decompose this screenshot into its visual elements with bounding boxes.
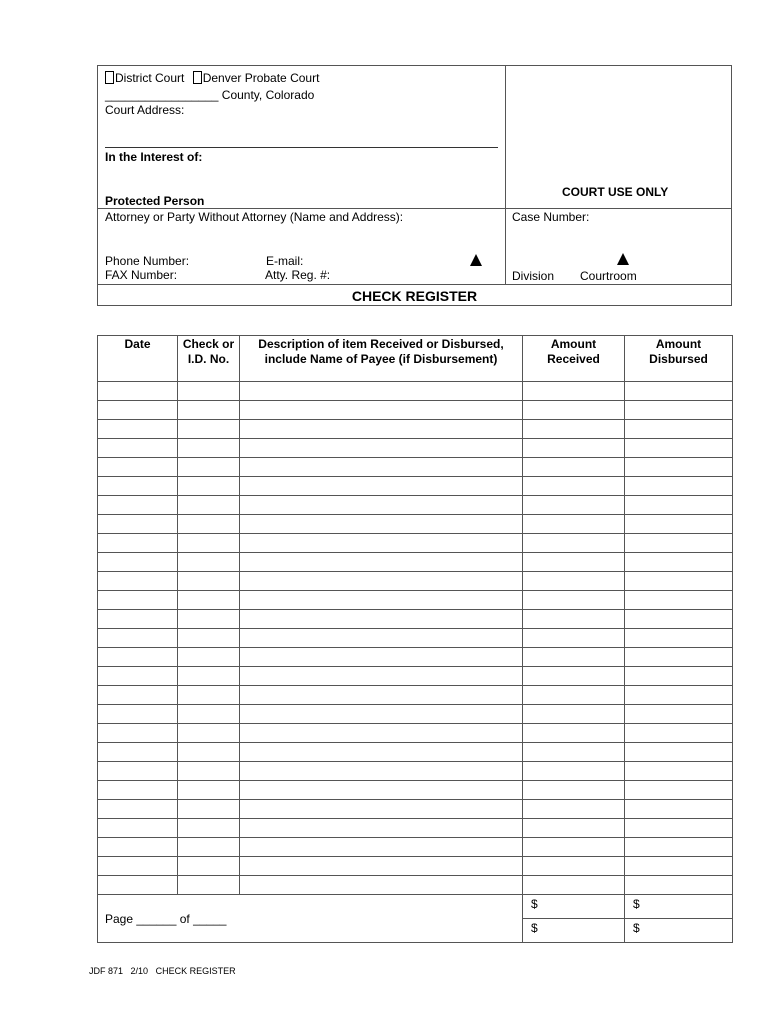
amount-disbursed-cell[interactable] [625, 800, 733, 819]
date-cell[interactable] [98, 420, 178, 439]
date-cell[interactable] [98, 534, 178, 553]
table-row [98, 857, 733, 876]
date-cell[interactable] [98, 705, 178, 724]
check-id-cell[interactable] [178, 401, 240, 420]
table-row [98, 420, 733, 439]
footer-title: CHECK REGISTER [155, 966, 236, 976]
district-court-checkbox[interactable] [105, 71, 114, 84]
description-cell[interactable] [240, 477, 523, 496]
amount-received-cell[interactable] [523, 572, 625, 591]
amount-received-cell[interactable] [523, 401, 625, 420]
check-id-cell[interactable] [178, 515, 240, 534]
check-id-cell[interactable] [178, 667, 240, 686]
amount-disbursed-cell[interactable] [625, 496, 733, 515]
currency-symbol: $ [531, 921, 538, 935]
check-id-cell[interactable] [178, 553, 240, 572]
amount-received-cell[interactable] [523, 686, 625, 705]
check-id-cell[interactable] [178, 439, 240, 458]
amount-received-cell[interactable] [523, 819, 625, 838]
denver-probate-label: Denver Probate Court [202, 71, 320, 85]
description-cell[interactable] [240, 876, 523, 895]
amount-disbursed-cell[interactable] [625, 819, 733, 838]
date-cell[interactable] [98, 857, 178, 876]
table-row [98, 458, 733, 477]
table-row [98, 705, 733, 724]
date-cell[interactable] [98, 401, 178, 420]
table-row [98, 762, 733, 781]
court-use-only-label: COURT USE ONLY [562, 185, 669, 199]
amount-disbursed-cell[interactable] [625, 382, 733, 401]
check-register-table [97, 335, 733, 943]
date-cell[interactable] [98, 724, 178, 743]
amount-disbursed-cell[interactable] [625, 401, 733, 420]
table-row [98, 743, 733, 762]
description-cell[interactable] [240, 534, 523, 553]
date-cell[interactable] [98, 458, 178, 477]
atty-reg-label: Atty. Reg. #: [265, 268, 331, 282]
date-cell[interactable] [98, 610, 178, 629]
check-id-cell[interactable] [178, 477, 240, 496]
table-row [98, 496, 733, 515]
date-cell[interactable] [98, 591, 178, 610]
amount-disbursed-cell[interactable] [625, 591, 733, 610]
check-id-cell[interactable] [178, 743, 240, 762]
court-selection [105, 71, 319, 85]
amount-received-cell[interactable] [523, 420, 625, 439]
description-cell[interactable] [240, 648, 523, 667]
description-cell[interactable] [240, 743, 523, 762]
date-cell[interactable] [98, 572, 178, 591]
amount-received-column-header: Amount Received [523, 336, 625, 382]
amount-received-cell[interactable] [523, 762, 625, 781]
amount-disbursed-cell[interactable] [625, 857, 733, 876]
date-cell[interactable] [98, 838, 178, 857]
date-cell[interactable] [98, 762, 178, 781]
date-column-header: Date [98, 336, 178, 382]
in-the-interest-label: In the Interest of: [105, 150, 203, 164]
amount-disbursed-cell[interactable] [625, 743, 733, 762]
date-cell[interactable] [98, 382, 178, 401]
case-number-label: Case Number: [512, 210, 590, 224]
description-cell[interactable] [240, 819, 523, 838]
description-cell[interactable] [240, 553, 523, 572]
check-id-cell[interactable] [178, 572, 240, 591]
currency-symbol: $ [633, 921, 640, 935]
amount-received-cell[interactable] [523, 553, 625, 572]
check-id-cell[interactable] [178, 458, 240, 477]
date-cell[interactable] [98, 819, 178, 838]
amount-disbursed-cell[interactable] [625, 705, 733, 724]
amount-disbursed-cell[interactable] [625, 610, 733, 629]
page-label[interactable]: Page ______ of _____ [105, 911, 227, 926]
amount-disbursed-cell[interactable] [625, 648, 733, 667]
court-address-label: Court Address: [105, 103, 185, 117]
amount-received-cell[interactable] [523, 857, 625, 876]
table-row [98, 610, 733, 629]
description-cell[interactable] [240, 496, 523, 515]
totals-row [98, 895, 733, 919]
amount-disbursed-cell[interactable] [625, 838, 733, 857]
county-line[interactable]: _________________ County, Colorado [105, 88, 315, 102]
up-triangle-icon [470, 254, 482, 266]
description-cell[interactable] [240, 591, 523, 610]
form-title: CHECK REGISTER [351, 288, 478, 304]
amount-received-cell[interactable] [523, 458, 625, 477]
amount-disbursed-cell[interactable] [625, 572, 733, 591]
description-cell[interactable] [240, 420, 523, 439]
amount-disbursed-cell[interactable] [625, 724, 733, 743]
description-cell[interactable] [240, 629, 523, 648]
amount-disbursed-cell[interactable] [625, 629, 733, 648]
table-row [98, 724, 733, 743]
amount-disbursed-column-header: Amount Disbursed [625, 336, 733, 382]
description-cell[interactable] [240, 686, 523, 705]
amount-received-cell[interactable] [523, 800, 625, 819]
currency-symbol: $ [633, 897, 640, 911]
amount-received-cell[interactable] [523, 705, 625, 724]
check-id-cell[interactable] [178, 534, 240, 553]
table-row [98, 515, 733, 534]
table-row [98, 382, 733, 401]
date-cell[interactable] [98, 496, 178, 515]
amount-received-cell[interactable] [523, 743, 625, 762]
description-cell[interactable] [240, 439, 523, 458]
description-cell[interactable] [240, 800, 523, 819]
check-id-cell[interactable] [178, 781, 240, 800]
description-cell[interactable] [240, 382, 523, 401]
date-cell[interactable] [98, 781, 178, 800]
check-id-cell[interactable] [178, 838, 240, 857]
description-cell[interactable] [240, 838, 523, 857]
currency-symbol: $ [531, 897, 538, 911]
table-row [98, 572, 733, 591]
description-cell[interactable] [240, 610, 523, 629]
amount-disbursed-cell[interactable] [625, 420, 733, 439]
amount-received-cell[interactable] [523, 382, 625, 401]
amount-received-cell[interactable] [523, 610, 625, 629]
date-cell[interactable] [98, 800, 178, 819]
amount-disbursed-cell[interactable] [625, 762, 733, 781]
table-row [98, 876, 733, 895]
amount-disbursed-cell[interactable] [625, 553, 733, 572]
division-label: Division [512, 269, 555, 283]
fax-number-label: FAX Number: [105, 268, 178, 282]
table-row [98, 819, 733, 838]
check-id-cell[interactable] [178, 420, 240, 439]
description-column-header: Description of item Received or Disbursed, include Name of Payee (if Disbursement) [240, 336, 523, 382]
amount-received-cell[interactable] [523, 667, 625, 686]
description-cell[interactable] [240, 667, 523, 686]
description-cell[interactable] [240, 458, 523, 477]
table-row [98, 629, 733, 648]
district-court-label: District Court [115, 71, 185, 85]
courtroom-label: Courtroom [580, 269, 637, 283]
date-cell[interactable] [98, 439, 178, 458]
denver-probate-checkbox[interactable] [193, 71, 202, 84]
date-cell[interactable] [98, 686, 178, 705]
check-id-cell[interactable] [178, 857, 240, 876]
check-id-cell[interactable] [178, 724, 240, 743]
date-cell[interactable] [98, 515, 178, 534]
check-id-cell[interactable] [178, 496, 240, 515]
description-cell[interactable] [240, 762, 523, 781]
amount-disbursed-cell[interactable] [625, 515, 733, 534]
amount-received-cell[interactable] [523, 648, 625, 667]
date-cell[interactable] [98, 667, 178, 686]
amount-disbursed-cell[interactable] [625, 477, 733, 496]
table-row [98, 553, 733, 572]
amount-disbursed-cell[interactable] [625, 686, 733, 705]
check-id-cell[interactable] [178, 705, 240, 724]
check-id-cell[interactable] [178, 591, 240, 610]
description-cell[interactable] [240, 572, 523, 591]
table-row [98, 667, 733, 686]
amount-received-cell[interactable] [523, 496, 625, 515]
table-row [98, 686, 733, 705]
table-row [98, 534, 733, 553]
amount-received-cell[interactable] [523, 534, 625, 553]
amount-received-cell[interactable] [523, 477, 625, 496]
disbursed-total-cell[interactable] [625, 895, 733, 919]
description-cell[interactable] [240, 515, 523, 534]
check-id-cell[interactable] [178, 876, 240, 895]
table-row [98, 401, 733, 420]
description-cell[interactable] [240, 857, 523, 876]
table-row [98, 477, 733, 496]
check-id-cell[interactable] [178, 819, 240, 838]
amount-received-cell[interactable] [523, 629, 625, 648]
disbursed-balance-cell[interactable] [625, 919, 733, 943]
table-row [98, 648, 733, 667]
table-row [98, 591, 733, 610]
form-footer [89, 966, 236, 977]
page-number-cell [98, 895, 523, 943]
protected-person-label: Protected Person [105, 194, 205, 208]
table-row [98, 800, 733, 819]
date-cell[interactable] [98, 648, 178, 667]
amount-disbursed-cell[interactable] [625, 781, 733, 800]
amount-received-cell[interactable] [523, 838, 625, 857]
amount-received-cell[interactable] [523, 515, 625, 534]
table-row [98, 838, 733, 857]
date-cell[interactable] [98, 629, 178, 648]
received-total-cell[interactable] [523, 895, 625, 919]
check-id-cell[interactable] [178, 648, 240, 667]
amount-received-cell[interactable] [523, 876, 625, 895]
email-label: E-mail: [266, 254, 304, 268]
amount-received-cell[interactable] [523, 439, 625, 458]
table-header-row [98, 336, 733, 382]
amount-received-cell[interactable] [523, 591, 625, 610]
amount-disbursed-cell[interactable] [625, 876, 733, 895]
description-cell[interactable] [240, 781, 523, 800]
register-rows [98, 382, 733, 895]
attorney-label: Attorney or Party Without Attorney (Name and Address): [105, 210, 404, 224]
description-cell[interactable] [240, 724, 523, 743]
table-row [98, 439, 733, 458]
form-id: JDF 871 [89, 966, 124, 976]
check-id-cell[interactable] [178, 800, 240, 819]
description-cell[interactable] [240, 401, 523, 420]
check-id-cell[interactable] [178, 382, 240, 401]
check-id-cell[interactable] [178, 610, 240, 629]
date-cell[interactable] [98, 553, 178, 572]
amount-disbursed-cell[interactable] [625, 458, 733, 477]
date-cell[interactable] [98, 477, 178, 496]
table-row [98, 781, 733, 800]
amount-disbursed-cell[interactable] [625, 667, 733, 686]
check-id-column-header: Check or I.D. No. [178, 336, 240, 382]
amount-received-cell[interactable] [523, 781, 625, 800]
check-id-cell[interactable] [178, 629, 240, 648]
date-cell[interactable] [98, 743, 178, 762]
amount-disbursed-cell[interactable] [625, 534, 733, 553]
description-cell[interactable] [240, 705, 523, 724]
up-triangle-icon [617, 253, 629, 265]
date-cell[interactable] [98, 876, 178, 895]
amount-disbursed-cell[interactable] [625, 439, 733, 458]
phone-number-label: Phone Number: [105, 254, 190, 268]
form-revision: 2/10 [130, 966, 149, 976]
check-id-cell[interactable] [178, 762, 240, 781]
check-id-cell[interactable] [178, 686, 240, 705]
amount-received-cell[interactable] [523, 724, 625, 743]
received-balance-cell[interactable] [523, 919, 625, 943]
